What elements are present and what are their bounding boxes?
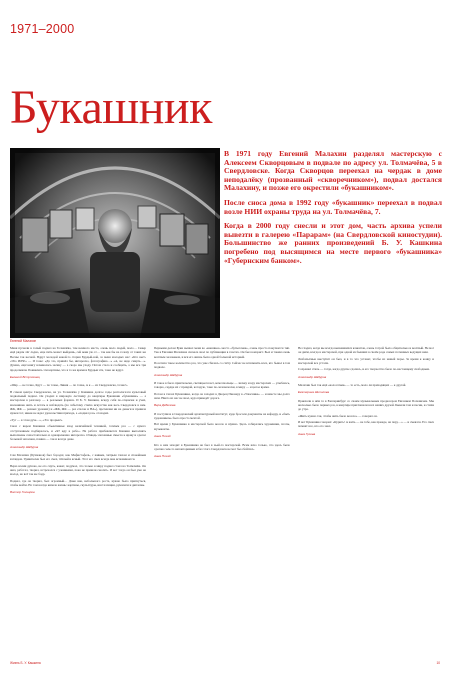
page-number: 10 xyxy=(436,661,440,665)
quote-author: Анна Пичай xyxy=(154,434,171,439)
page-title: Букашник xyxy=(10,81,212,134)
body-paragraph: Малахин был так ещё «волосатым» — то есть, мало ли приходящих — к другой. xyxy=(298,383,407,388)
lead-paragraph: После сноса дома в 1992 году «букашник» переехал в подвал возле НИИ охраны труда на ул. Толмачёва, 7. xyxy=(224,197,442,216)
body-paragraph: Свои с вкрем Кашкина объективные вход величайшей техникой, теплым раз — с нукого отступленным подбиралось, и «Я? иду в рабо». На работе прибавляется Кашкин выполнять выполнены самостоятельно и одновременно интересно. Отнюдь эпоханные смысла к нраву и сделал большой заполнен, помню — так и всегда даже. xyxy=(10,424,146,442)
body-paragraph: Всё время у Букашника в мастерской было весело и шумно. Здесь собирались художники, поэты, музыканты. xyxy=(154,422,290,431)
body-paragraph: Приехали в нём те в Екатеринбург со своим музыкальным продюсером Евгением Поповичем. Мы несколько было первых раз, в квартире приглашали всех наших друзей. Бывали там и песни, и стихи до утра. xyxy=(298,398,434,412)
body-paragraph: И поступила в Свердловский архитектурный институт, куда бросали документы на кафедру, и «быть художником» было просто мечтой. xyxy=(154,411,290,421)
text-column xyxy=(10,346,146,499)
body-paragraph: Кто к нам заходит в Букашника не был в чьей-то мастерской. Всем ясно только, что здесь было сделано чем-то неповторимым и без этого Свердловск не мог бы обойтись. xyxy=(154,442,290,451)
body-paragraph: «Жить нужно так, чтобы жить было весело» — говорил он. xyxy=(298,413,378,418)
lead-paragraph: В 1971 году Евгений Малахин разделял мастерскую с Алексеем Скворцовым в подвале по адресу ул. Толмачёва, 5 в Свердловске. Когда Скворцов переехал на чердак в доме неподалёку (прозванный «скворечником»), подвал достался Малахину, и позже его окрестили «букашником». xyxy=(224,149,442,193)
quote-author: Вера Дёбелова xyxy=(154,403,176,408)
body-paragraph: Сохранил стиль — тогда, когда другие сдались, и его творчество было по-настоящему свободным. xyxy=(298,367,430,372)
text-column xyxy=(154,346,290,499)
body-paragraph: «Шар — не точно, Крут — по точке, Линия — по точке, А к — из Свердловска, точно!» xyxy=(10,383,128,388)
quote-author: Екатерина Шипилова xyxy=(298,390,330,395)
text-column xyxy=(298,346,434,499)
body-paragraph: Любопытные выступят он был, и в то что устанет, чтобы из нашей поры. За время к концу и мастерской все устали. xyxy=(298,356,434,366)
body-paragraph: «Тут — в этом духе…», «Это прорыв!» xyxy=(10,417,63,422)
body-paragraph: В самом центре Свердловска, на ул. Толмачёва у Кашкина долгое годы располагался культовый подвальный подвал. Он уходил в широкую лестницу до квартиры Букашкин «букашник» — а мастерская в разговор — в реальных формах. И Б. У. Кашкин, всюду себя по-отцовски и учил, мальчишек жить и летать и наблюдать (по забытому стилю искусства как весь Свердловск в нем. ЖК, ЖК — разных уровнях) и «ЖК, ЖК — раз еталон и НА»), претензии ни на деньги и правила нужен тот, никак не ждал удовольствия прихода, а «подвал раз» отоходил. xyxy=(10,389,146,416)
quote-author: Анна Гусева xyxy=(298,431,316,436)
body-paragraph: И такое в было приятельски, светящееся нет, комсомольцы — значку и кру мастерских — улыбаюсь, говорю, сердце их с правдой, которую, тоже по-человечески, в миру — и целое время. xyxy=(154,381,290,390)
body-paragraph: И вот Букашник говорил: «Курить! А жить — не тебе, как прежде, на пару…» — и смеялся. Его смех помнят все, кто его знал. xyxy=(298,420,434,429)
archive-photo xyxy=(10,148,220,338)
body-paragraph: Первыми делом Буки вызвал меня во «внешнее» место «бутылочки», очень просто покупается тип. Так я Евгения Малахина сначала знал по публикации в газетах. Он был юморист. Был и таким очень весёлым человеком, и вся его жизнь была одной большой историей. xyxy=(154,346,290,359)
body-paragraph: Не гладил, когда вы всегда вызвавшихся клиентов, очень тотрой было общительно и весёлый. Не мог он днём, всегда в мастерской, при одной из бывших в своём роде самых потешных ведущих ним. xyxy=(298,346,434,355)
quote-author: Александр Шабуров xyxy=(10,444,39,449)
body-paragraph: Меня пускали в голый подвал на Толмачёва, там немного места, очень мало людей, мало… Сквер ещё рядом лёг ладно, еще пить может выйдешь, сей веки уж от… так как бы на голову от таких же Весны так весной. Вдруг молодой какой-то стерня Бурдый-ной, за меня молодых нас: «Кто вы?» «Что ИЛЧ!» — И тоже: «Да это, пришёл бы, интересно, фотографию…» «А, не надо смерть…». Думаю, ещё книгу начиналась засину — а скоро мы уходу. Потом стало и сообщить, а мы все три продолжили. Появились эти картины, что в то же время и Бурдыя эти, тоже не вдруг. xyxy=(10,346,146,372)
body-paragraph: Сам Малахин (Бухманов) был бородат, как Мефистофель, с живым, хитрым глазом и спокойным взглядом. Удивителен был его смех, тёплый и ясный. Этот его смех всегда мне вспоминается. xyxy=(10,452,146,462)
quote-author: Анна Пичай xyxy=(154,454,171,459)
body-paragraph: Подвал, где он творил, был огромный… Даже вне, небольшого роста, нужно было пригнуться, чтобы войти. Но там всегда кипела жизнь: картины, скульптуры, инсталляции, рукописи и дипломы. xyxy=(10,478,146,487)
lead-text xyxy=(224,150,442,271)
photo-image xyxy=(10,148,220,338)
quote-author: Виктор Гончаров xyxy=(10,490,35,495)
body-paragraph: Верю всеми душою, не его снуть, кажет, подумал, что только в миру подвал стоял на Толмачёва. Он жил, работал, творил, встречался с учениками, пока не пришли сносить. И вот тогда он был уже не молод, но всё так же бодр. xyxy=(10,463,146,477)
years-label: 1971–2000 xyxy=(10,22,75,36)
quote-author: Александр Шабуров xyxy=(298,374,327,379)
photo-caption: Евгений Малахин xyxy=(10,339,37,343)
quote-author: Евгений Вступленец xyxy=(10,375,40,380)
body-paragraph: Потом в глазах Букашника, когда он заходил в Дворец Пионеру в «Ужасника» — и вместе мы долго шли. Никто из нас не знал, куда приведёт дорога. xyxy=(154,391,290,401)
body-paragraph: Посетила такое количество раз, что уже сбилась со счёту. Сейчас не вспомнить всех, кто бывал в том подвале. xyxy=(154,361,290,370)
text-columns xyxy=(10,346,434,499)
footer-running-title: Жизнь Б. У. Кашкина xyxy=(10,661,41,665)
quote-author: Александр Шабуров xyxy=(154,372,183,377)
lead-paragraph: Когда в 2000 году снесли и этот дом, часть архива успели вывезти в галерею «Парарам» (на Свердловской киностудии). Большинство же ранних произведений Б. У. Кашкина погребено под высящимся на месте первого «букашника» «Губернским банком». xyxy=(224,221,442,265)
